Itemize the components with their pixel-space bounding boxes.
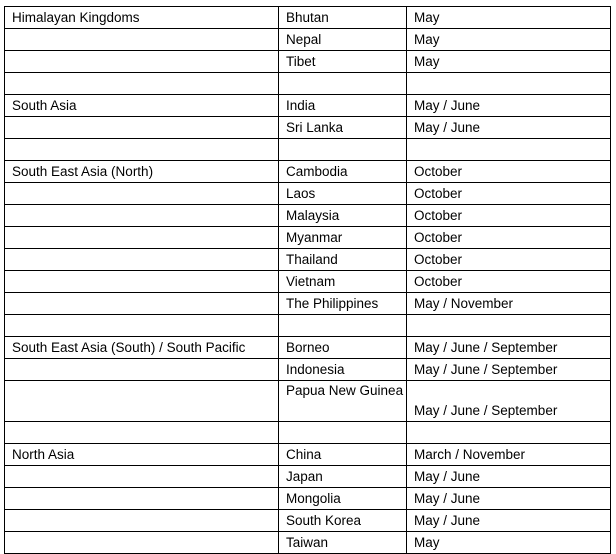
region-cell — [5, 422, 279, 444]
month-cell: May — [407, 51, 611, 73]
table-row — [5, 359, 611, 381]
country-cell — [279, 422, 407, 444]
month-cell: March / November — [407, 444, 611, 466]
country-cell: Borneo — [279, 337, 407, 359]
country-cell: The Philippines — [279, 293, 407, 315]
table-row — [5, 205, 611, 227]
table-row — [5, 7, 611, 29]
country-cell: Myanmar — [279, 227, 407, 249]
country-cell: Mongolia — [279, 488, 407, 510]
table-row — [5, 161, 611, 183]
region-cell: North Asia — [5, 444, 279, 466]
country-cell: Bhutan — [279, 7, 407, 29]
table-row — [5, 95, 611, 117]
region-cell — [5, 466, 279, 488]
country-cell: India — [279, 95, 407, 117]
region-cell — [5, 29, 279, 51]
month-cell: October — [407, 183, 611, 205]
table-row — [5, 249, 611, 271]
spacer-row — [5, 315, 611, 337]
country-cell: Laos — [279, 183, 407, 205]
country-cell: China — [279, 444, 407, 466]
region-cell: Himalayan Kingdoms — [5, 7, 279, 29]
region-cell — [5, 249, 279, 271]
region-cell — [5, 183, 279, 205]
month-cell: May / June — [407, 488, 611, 510]
region-schedule-table — [4, 6, 611, 554]
region-cell — [5, 532, 279, 554]
region-cell — [5, 510, 279, 532]
table-row — [5, 337, 611, 359]
country-cell: Cambodia — [279, 161, 407, 183]
country-cell: Vietnam — [279, 271, 407, 293]
country-cell: Thailand — [279, 249, 407, 271]
country-cell: Malaysia — [279, 205, 407, 227]
country-cell — [279, 73, 407, 95]
month-cell: May / November — [407, 293, 611, 315]
table-row — [5, 466, 611, 488]
spacer-row — [5, 73, 611, 95]
month-cell: October — [407, 161, 611, 183]
table-row — [5, 488, 611, 510]
month-cell — [407, 139, 611, 161]
month-cell: May — [407, 7, 611, 29]
region-cell — [5, 381, 279, 422]
region-cell — [5, 359, 279, 381]
region-cell: South East Asia (South) / South Pacific — [5, 337, 279, 359]
month-cell — [407, 315, 611, 337]
month-cell — [407, 422, 611, 444]
country-cell: Japan — [279, 466, 407, 488]
table-row — [5, 444, 611, 466]
table-row — [5, 271, 611, 293]
table-row — [5, 532, 611, 554]
month-cell: May / June / September — [407, 381, 611, 422]
month-cell: October — [407, 271, 611, 293]
spacer-row — [5, 139, 611, 161]
table-row — [5, 51, 611, 73]
month-cell: May / June — [407, 117, 611, 139]
region-cell — [5, 227, 279, 249]
month-cell: May — [407, 532, 611, 554]
region-cell — [5, 139, 279, 161]
region-cell — [5, 117, 279, 139]
country-cell: Nepal — [279, 29, 407, 51]
month-cell: May / June — [407, 95, 611, 117]
region-cell: South East Asia (North) — [5, 161, 279, 183]
month-cell: May / June — [407, 466, 611, 488]
month-cell: October — [407, 249, 611, 271]
month-cell: October — [407, 227, 611, 249]
region-cell: South Asia — [5, 95, 279, 117]
country-cell — [279, 315, 407, 337]
month-cell: May / June — [407, 510, 611, 532]
country-cell: Taiwan — [279, 532, 407, 554]
region-schedule-sheet — [4, 6, 611, 554]
region-cell — [5, 271, 279, 293]
region-cell — [5, 51, 279, 73]
region-cell — [5, 205, 279, 227]
month-cell: May / June / September — [407, 359, 611, 381]
month-cell: May — [407, 29, 611, 51]
month-cell — [407, 73, 611, 95]
country-cell: Indonesia — [279, 359, 407, 381]
spacer-row — [5, 422, 611, 444]
region-cell — [5, 315, 279, 337]
region-cell — [5, 73, 279, 95]
country-cell — [279, 139, 407, 161]
table-row — [5, 29, 611, 51]
month-cell: May / June / September — [407, 337, 611, 359]
table-row — [5, 293, 611, 315]
table-row — [5, 381, 611, 422]
region-cell — [5, 488, 279, 510]
country-cell: South Korea — [279, 510, 407, 532]
table-row — [5, 510, 611, 532]
table-row — [5, 227, 611, 249]
table-row — [5, 117, 611, 139]
country-cell: Tibet — [279, 51, 407, 73]
country-cell: Papua New Guinea — [279, 381, 407, 422]
table-row — [5, 183, 611, 205]
region-cell — [5, 293, 279, 315]
month-cell: October — [407, 205, 611, 227]
country-cell: Sri Lanka — [279, 117, 407, 139]
